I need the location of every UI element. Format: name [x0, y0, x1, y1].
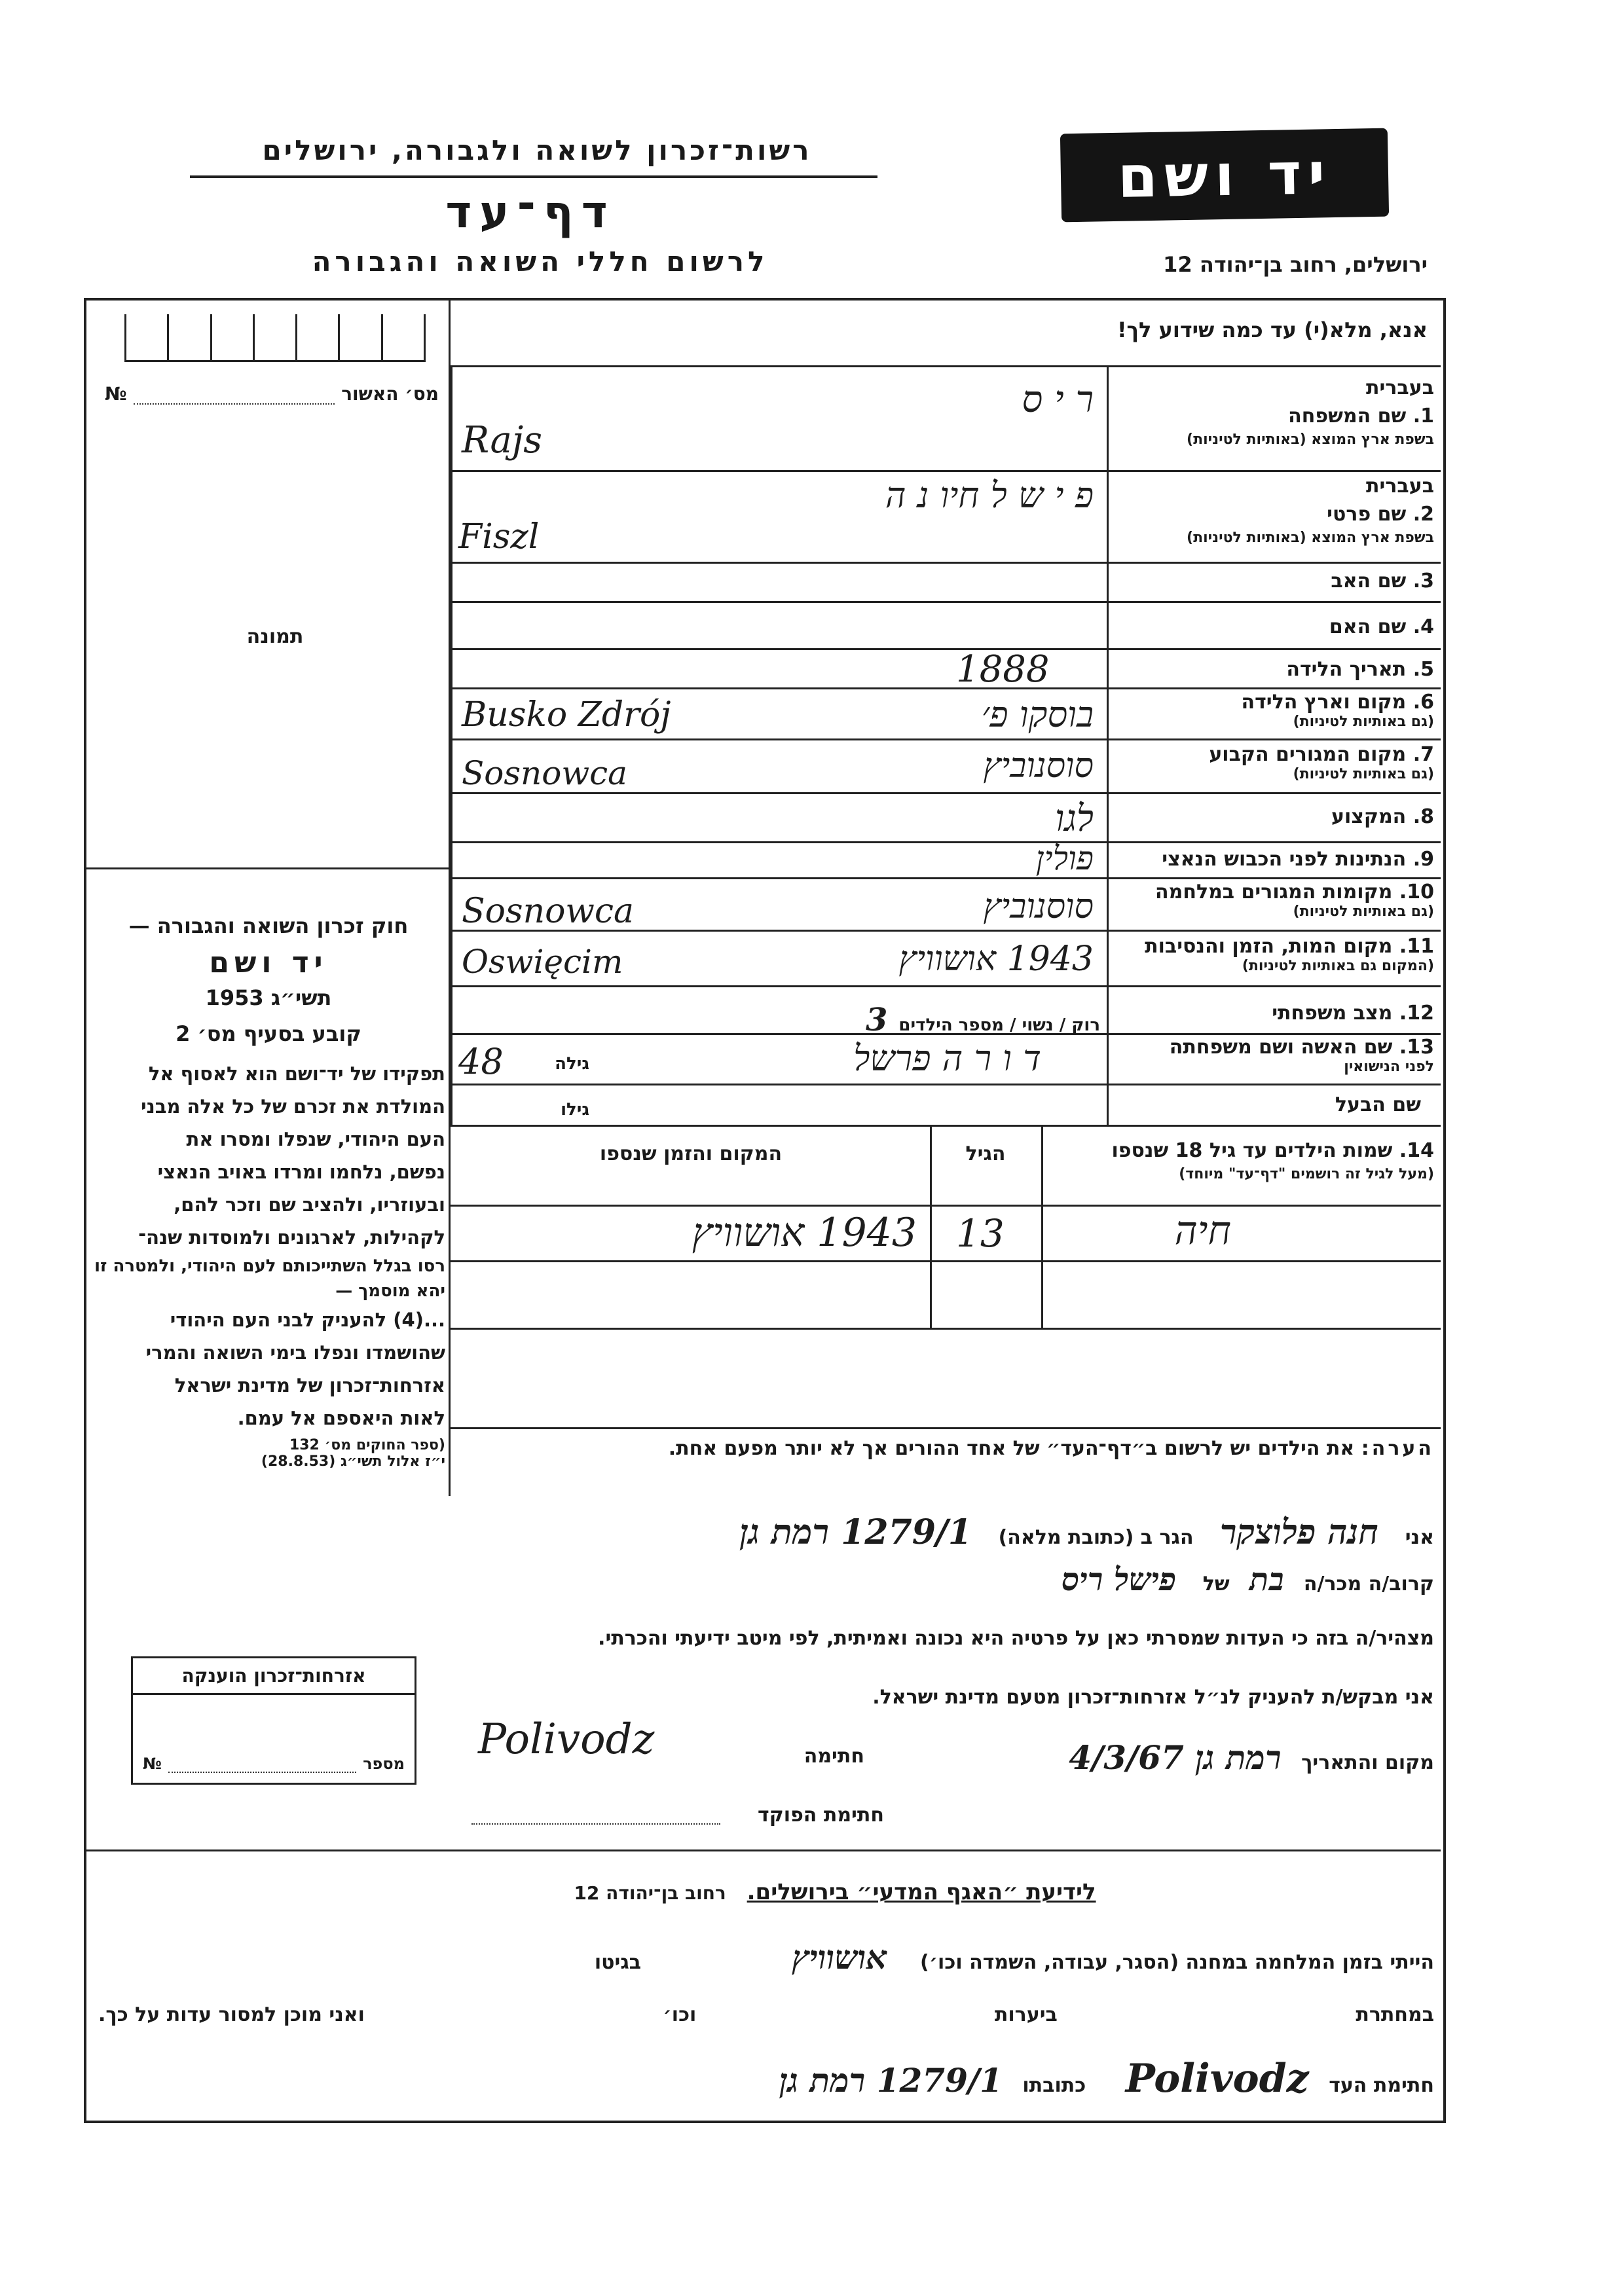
approval-number-label	[105, 383, 439, 405]
approval-suffix: №	[105, 383, 127, 405]
field-number: 9.	[1412, 848, 1434, 871]
request-text: אני מבקש/ת להעניק לנ״ל אזרחות־זכרון מטעם מדינת ישראל.	[872, 1686, 1434, 1709]
form-subtitle: לרשום חללי השואה והגבורה	[312, 246, 769, 278]
partisans-label: ביערות	[994, 2003, 1058, 2026]
law-line: נפשם, נלחמו ומרדו באויב הנאצי	[157, 1161, 445, 1183]
wartime-residence-latin: Sosnowca	[462, 892, 635, 931]
hebrew-label: בעברית	[1366, 475, 1434, 498]
law-source	[92, 1437, 445, 1470]
field-number: 12.	[1399, 1002, 1434, 1025]
photo-label: תמונה	[246, 625, 304, 648]
place-date-value: רמת גן 4/3/67	[1069, 1738, 1282, 1777]
bottom-line-2	[98, 2003, 1434, 2026]
birth-date-value: 1888	[956, 648, 1050, 691]
residence-label: מקום המגורים הקבוע	[1209, 743, 1407, 766]
latin-note: (המקום גם באותיות לטיניות)	[1242, 958, 1434, 974]
declarant-address: 1279/1 רמת גן	[739, 1512, 972, 1552]
death-place-label: מקום המות, הזמן והנסיבות	[1145, 935, 1393, 958]
approval-label: מס׳ האשור	[341, 383, 439, 405]
children-title-text: שמות הילדים עד גיל 18 שנספו	[1111, 1139, 1393, 1162]
field-number: 8.	[1412, 805, 1434, 828]
field-10-label	[1113, 881, 1434, 920]
husband-label: שם הבעל	[1335, 1093, 1421, 1116]
field-2-label	[1113, 475, 1434, 546]
camp-statement: הייתי בזמן המלחמה במחנה (הסגר, עבודה, השמדה וכו׳)	[920, 1951, 1434, 1974]
field-number: 14.	[1399, 1139, 1434, 1162]
place-date-label: מקום והתאריך	[1301, 1751, 1434, 1774]
wife-name-value: ד ו ר ה פרשל	[853, 1038, 1041, 1079]
law-line: רסו בגלל השתייכותם לעם היהודי, ולמטרה זו יהא מוסמך —	[94, 1256, 445, 1301]
field-number: 5.	[1412, 658, 1434, 681]
profession-label: המקצוע	[1331, 805, 1407, 828]
first-name-latin: Fiszl	[458, 517, 540, 556]
field-8-label	[1113, 805, 1434, 828]
father-name-label: שם האב	[1331, 570, 1407, 592]
child-age: 13	[956, 1211, 1005, 1256]
declaration-text: מצהיר/ה בזה כי העדות שמסרתי כאן על פרטיה היא נכונה ואמיתית, לפי מיטב ידיעתי והכרתי.	[598, 1627, 1434, 1650]
intro-text: אנא, מלא(י) עד כמה שידוע לך!	[1116, 318, 1428, 342]
law-line: תפקידו של יד־ושם הוא לאסוף אל	[148, 1063, 445, 1085]
camp-value: אושוויץ	[792, 1938, 887, 1977]
law-title: חוק זכרון השואה והגבורה —	[128, 913, 409, 938]
child-place: 1943 אושוויץ	[692, 1210, 917, 1256]
signature-label: חתימה	[803, 1745, 864, 1768]
relative-label: קרוב/ה מכר/ה	[1303, 1573, 1434, 1595]
field-number: 4.	[1412, 615, 1434, 638]
witness-signature: Polivodz	[1125, 2056, 1309, 2102]
bottom-address: רחוב בן־יהודה 12	[574, 1882, 726, 1904]
child-name: חיה	[1174, 1208, 1231, 1254]
stamp-box-title: אזרחות־זכרון הוענקה	[133, 1658, 415, 1695]
stamp-number-suffix: №	[143, 1755, 162, 1773]
field-12-label	[1113, 1002, 1434, 1025]
yad-vashem-logo	[1060, 128, 1389, 223]
field-number: 11.	[1399, 935, 1434, 958]
first-name-hebrew: פ י ש ל חיו נ ה	[885, 475, 1094, 516]
field-13-label	[1113, 1036, 1434, 1075]
witness-signature-label: חתימת העד	[1329, 2074, 1434, 2097]
nationality-label: הנתינות לפני הכבוש הנאצי	[1162, 848, 1407, 871]
witness-address: 1279/1 רמת גן	[779, 2061, 1003, 2100]
law-logo: יד ושם	[209, 946, 328, 979]
children-count: 3	[865, 1002, 888, 1038]
stamp-number-label: מספר	[363, 1755, 405, 1773]
latin-note: לפני הנישואין	[1344, 1059, 1434, 1075]
underground-label: במחתרת	[1356, 2003, 1434, 2026]
i-label: אני	[1405, 1526, 1434, 1549]
bottom-title-text: לידיעת ״האגף המדעי״ בירושלים.	[747, 1879, 1096, 1905]
field-11-label	[1113, 935, 1434, 974]
wartime-residence-label: מקומות המגורים במלחמה	[1155, 881, 1393, 903]
relation-line	[655, 1561, 1434, 1598]
of-name: פישל ריס	[1061, 1561, 1177, 1598]
note	[458, 1437, 1434, 1460]
nationality-value: פולין	[1035, 839, 1094, 877]
witness-address-label: כתובתו	[1022, 2074, 1086, 2097]
latin-note: (גם באותיות לטיניות)	[1293, 903, 1434, 920]
family-status-label: מצב משפחתי	[1272, 1002, 1393, 1025]
law-line: העם היהודי, שנפלו ומסרו את	[186, 1128, 445, 1150]
birth-place-hebrew: בוסקו פ׳	[981, 694, 1094, 735]
field-number: 3.	[1412, 570, 1434, 592]
profession-value: לגו	[1054, 797, 1094, 840]
place-date-line	[877, 1738, 1434, 1777]
marital-options-text: רוק / נשוי / מספר הילדים	[898, 1015, 1100, 1035]
birth-place-label: מקום וארץ הלידה	[1241, 691, 1407, 714]
bottom-title	[458, 1879, 1211, 1905]
header-address: ירושלים, רחוב בן־יהודה 12	[1163, 252, 1428, 277]
wife-age-value: 48	[458, 1041, 504, 1082]
ghetto-label: בגיטו	[594, 1951, 642, 1974]
latin-note: (גם באותיות לטיניות)	[1293, 714, 1434, 730]
law-line: שהושמדו ונפלו בימי השואה והמרי	[145, 1341, 445, 1364]
field-number: 13.	[1399, 1036, 1434, 1059]
mother-name-label: שם האם	[1329, 615, 1407, 638]
children-subtitle: (מעל לגיל זה רושמים "דף־עד" מיוחד)	[1179, 1166, 1434, 1182]
death-place-hebrew: 1943 אושוויץ	[898, 939, 1094, 979]
family-name-label: שם המשפחה	[1288, 405, 1407, 428]
resides-label: הגר ב (כתובת מלאה)	[998, 1526, 1194, 1549]
family-name-hebrew: ר י ס	[1022, 378, 1094, 421]
law-line: לאות היאספם אל עמם.	[237, 1407, 445, 1429]
law-line: לקהילות, לארגונים ולמוסדות שנה־	[138, 1226, 445, 1248]
residence-hebrew: סוסנוביץ	[983, 746, 1094, 786]
law-year: תשי״ג 1953	[205, 985, 332, 1010]
law-text	[92, 1057, 445, 1434]
note-text: את הילדים יש לרשום ב״דף־העד״ של אחד ההורים אך לא יותר מפעם אחת.	[668, 1437, 1355, 1460]
hebrew-label: בעברית	[1366, 376, 1434, 399]
field-number: 6.	[1412, 691, 1434, 714]
declarant-signature: Polivodz	[478, 1715, 655, 1764]
children-age-header: הגיל	[965, 1142, 1006, 1165]
husband-age-label: גילו	[561, 1100, 589, 1120]
law-line: אזרחות־זכרון של מדינת ישראל	[174, 1374, 445, 1396]
wife-age-label: גילה	[555, 1054, 589, 1074]
wife-name-label: שם האשה ושם משפחתה	[1169, 1036, 1393, 1059]
of-label: של	[1202, 1573, 1230, 1595]
first-name-label: שם פרטי	[1327, 503, 1407, 526]
logo-text: יד ושם	[1116, 139, 1333, 211]
wartime-residence-hebrew: סוסנוביץ	[983, 887, 1094, 926]
note-label: הערה:	[1361, 1437, 1434, 1460]
law-line: המולדת את זכרם של כל אלה מבני	[141, 1095, 445, 1118]
field-1-label	[1113, 376, 1434, 448]
declarant-line	[419, 1512, 1434, 1552]
field-7-label	[1113, 743, 1434, 782]
children-title	[1048, 1139, 1434, 1182]
law-line: ...(4) להעניק לבני העם היהודי	[170, 1309, 445, 1331]
family-name-latin: Rajs	[462, 419, 542, 462]
bottom-line-1	[144, 1938, 1434, 1977]
field-5-label	[1113, 658, 1434, 681]
law-source-2: י״ז אלול תשי״ג (28.8.53)	[261, 1453, 445, 1470]
marital-options	[707, 1002, 1100, 1038]
field-number: 10.	[1399, 881, 1434, 903]
latin-note: (גם באותיות לטיניות)	[1293, 766, 1434, 782]
etc-label: וכו׳	[663, 2003, 697, 2026]
law-source-1: (ספר החוקים מס׳ 132	[289, 1437, 445, 1453]
testimony-statement: ואני מוכן למסור עדות על כך.	[98, 2003, 365, 2026]
relation-value: בת	[1249, 1561, 1284, 1598]
field-3-label	[1113, 570, 1434, 592]
children-place-header: המקום והזמן שנספו	[599, 1142, 783, 1165]
institution-header: רשות־זכרון לשואה ולגבורה, ירושלים	[262, 134, 812, 166]
official-signature-label: חתימת הפוקד	[758, 1804, 884, 1827]
field-9-label	[1113, 848, 1434, 871]
residence-latin: Sosnowca	[462, 754, 627, 792]
field-number: 1.	[1412, 405, 1434, 428]
latin-note: בשפת ארץ המוצא (באותיות לטיניות)	[1187, 530, 1434, 546]
law-clause: קובע בסעיף מס׳ 2	[175, 1021, 361, 1046]
field-6-label	[1113, 691, 1434, 730]
witness-signature-line	[576, 2056, 1434, 2102]
field-number: 2.	[1412, 503, 1434, 526]
latin-note: בשפת ארץ המוצא (באותיות לטיניות)	[1187, 431, 1434, 448]
ticket-boxes	[124, 314, 426, 362]
field-number: 7.	[1412, 743, 1434, 766]
death-place-latin: Oswięcim	[462, 943, 623, 981]
law-line: ובעוזריו, ולהציב שם וזכר להם,	[174, 1194, 445, 1216]
birth-place-latin: Busko Zdrój	[462, 695, 671, 735]
birth-date-label: תאריך הלידה	[1286, 658, 1407, 681]
form-title: דף־עד	[445, 187, 616, 238]
citizenship-stamp-box	[131, 1656, 416, 1785]
declarant-name: חנה פלוצקר	[1220, 1512, 1379, 1552]
field-4-label	[1113, 615, 1434, 638]
